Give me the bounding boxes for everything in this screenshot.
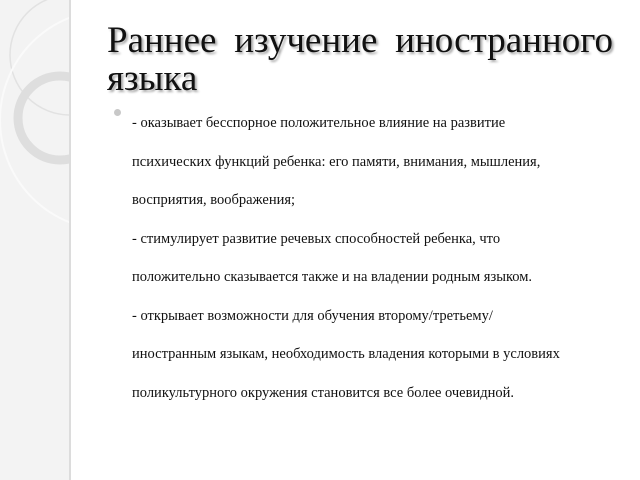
body-line: - открывает возможности для обучения второму/третьему/ xyxy=(132,307,493,324)
body-line: восприятия, воображения; xyxy=(132,192,296,208)
title-word: Раннее xyxy=(107,20,217,61)
title-word: иностранного xyxy=(395,20,613,61)
slide-body xyxy=(118,104,618,412)
body-line: - оказывает бесспорное положительное влияние на развитие xyxy=(132,115,506,131)
slide-title xyxy=(107,22,613,98)
bullet-icon xyxy=(114,109,121,116)
body-line: - стимулирует развитие речевых способностей ребенка, что xyxy=(132,230,501,247)
decorative-circles xyxy=(0,0,69,480)
body-line: положительно сказывается также и на владении родным языком. xyxy=(132,269,533,285)
decorative-side-strip xyxy=(0,0,71,480)
body-line: поликультурного окружения становится все более очевидной. xyxy=(132,384,514,401)
body-line: иностранным языкам, необходимость владения которыми в условиях xyxy=(132,346,560,362)
body-line: психических функций ребенка: его памяти, внимания, мышления, xyxy=(132,153,541,170)
title-word: изучение xyxy=(234,20,378,61)
title-line-2: языка xyxy=(107,58,198,99)
